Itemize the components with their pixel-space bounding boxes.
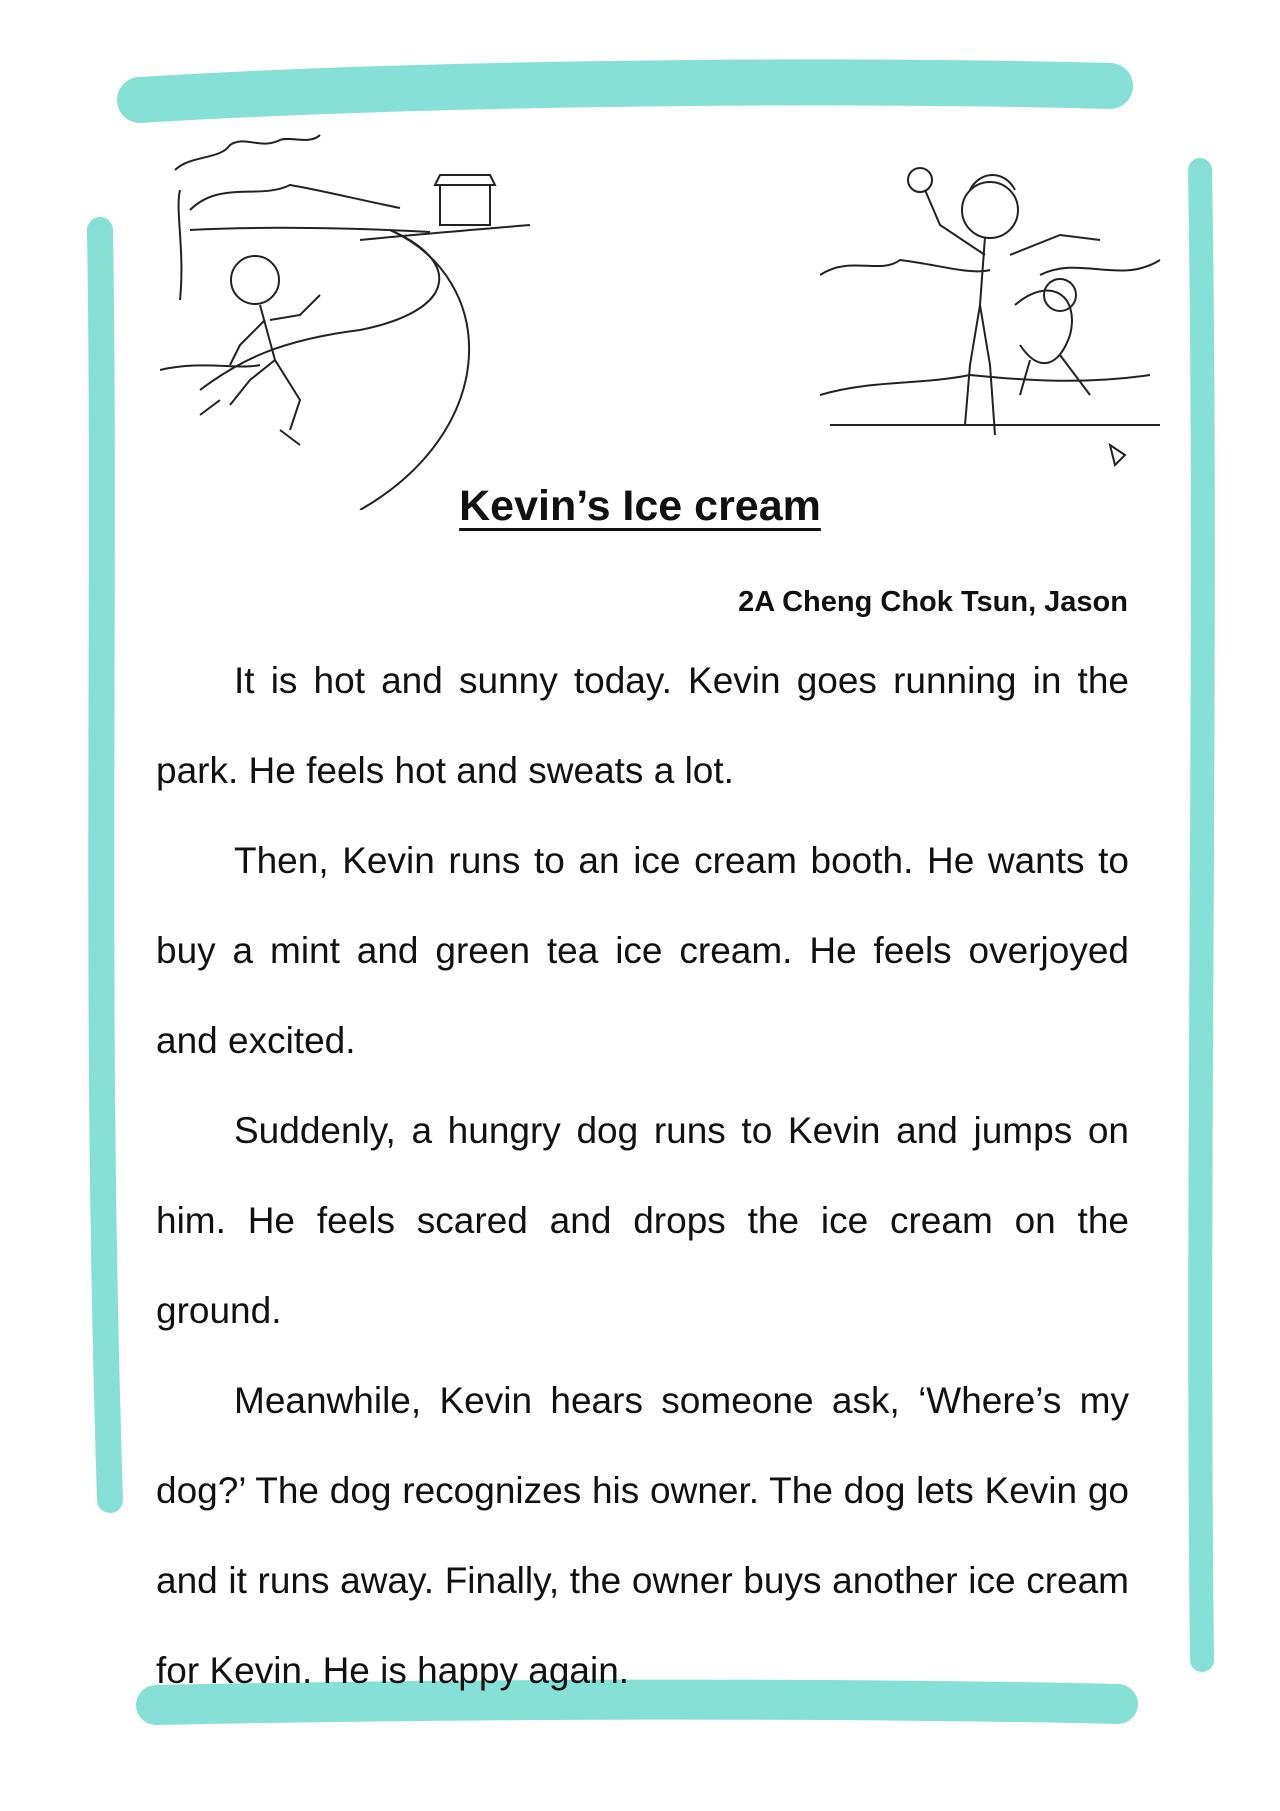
paragraph-4: Meanwhile, Kevin hears someone ask, ‘Where’s my dog?’ The dog recognizes his owner. The dog lets Kevin go and it runs away. Finally, the owner buys another ice cream for Kevin. He is happy again. (156, 1380, 1129, 1691)
boy-running-in-park-icon (160, 130, 540, 510)
frame-brush-right (1170, 140, 1240, 1700)
story-body (156, 636, 1129, 1716)
story-title: Kevin’s Ice cream (459, 482, 821, 530)
frame-brush-left (70, 200, 150, 1540)
paragraph-1: It is hot and sunny today. Kevin goes running in the park. He feels hot and sweats a lot. (156, 660, 1129, 791)
paragraph-2: Then, Kevin runs to an ice cream booth. He wants to buy a mint and green tea ice cream. He feels overjoyed and excited. (156, 840, 1129, 1061)
author-line: 2A Cheng Chok Tsun, Jason (738, 586, 1128, 618)
dog-jumping-on-boy-icon (820, 165, 1180, 495)
paragraph-3: Suddenly, a hungry dog runs to Kevin and jumps on him. He feels scared and drops the ice cream on the ground. (156, 1110, 1129, 1331)
